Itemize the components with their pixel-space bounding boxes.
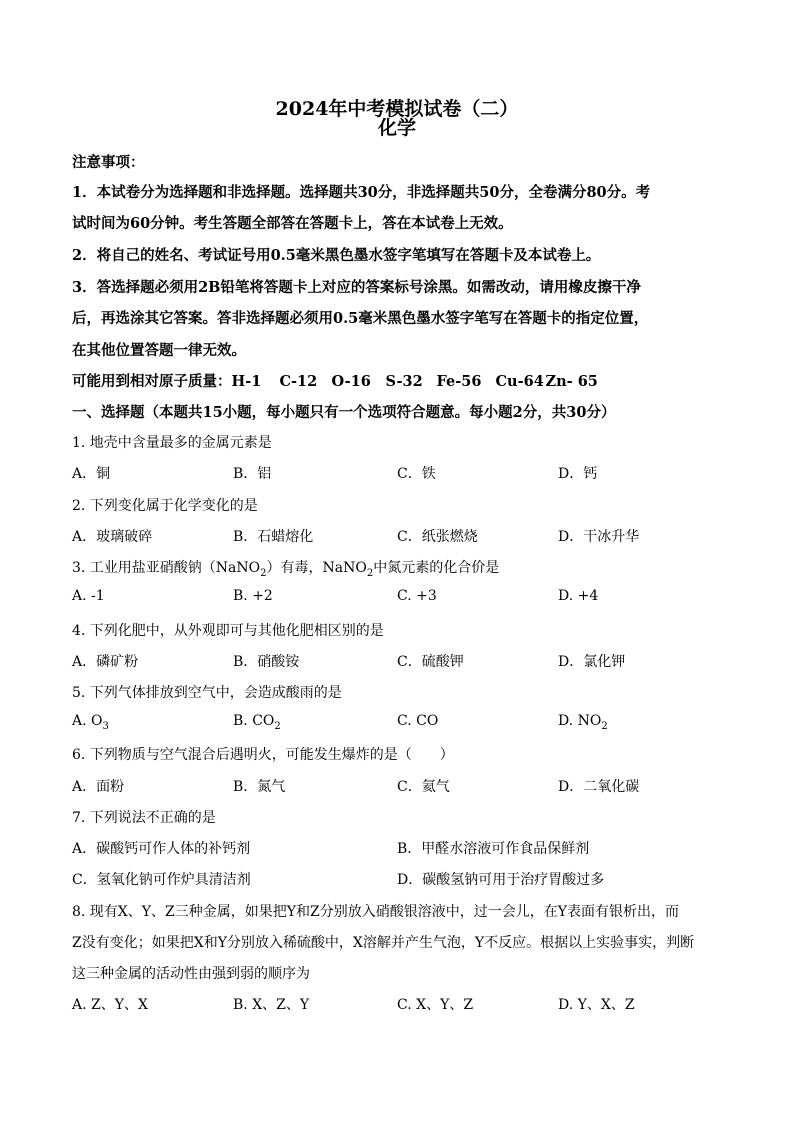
q2-option-a: A．玻璃破碎 [72,529,153,545]
q5-option-a-text: A. O [72,713,103,729]
atomic-mass: Zn- 65 [545,373,598,390]
notice-heading: 注意事项： [72,154,145,171]
question-8-stem-line-2: Z没有变化；如果把X和Y分别放入稀硫酸中，X溶解并产生气泡，Y不反应。根据以上实验事实，判断 [72,935,695,951]
q4-option-d: D．氯化钾 [558,654,626,670]
q3-option-a: A. -1 [72,588,105,604]
q1-option-b: B．铝 [233,466,272,482]
atomic-mass: Cu-64 [495,373,544,390]
question-5-stem: 5. 下列气体排放到空气中，会造成酸雨的是 [72,685,342,701]
atomic-masses-label: 可能用到相对原子质量： [72,373,232,390]
q3-subscript: 2 [366,567,374,579]
question-8-stem-line-3: 这三种金属的活动性由强到弱的顺序为 [72,966,310,982]
q2-option-b: B．石蜡熔化 [233,529,314,545]
question-8-stem-line-1: 8. 现有X、Y、Z三种金属，如果把Y和Z分别放入硝酸银溶液中，过一会儿，在Y表面有银析出，而 [72,904,679,920]
q6-option-a: A．面粉 [72,779,125,795]
notice-item-1-line-2: 试时间为60分钟。考生答题全部答在答题卡上，答在本试卷上无效。 [72,215,513,232]
atomic-mass: C-12 [279,373,318,390]
q3-subscript: 2 [260,567,267,579]
q2-option-c: C．纸张燃烧 [397,529,478,545]
notice-item-3-line-2: 后，再选涂其它答案。答非选择题必须用0.5毫米黑色墨水签字笔写在答题卡的指定位置， [72,310,649,327]
question-7-stem: 7. 下列说法不正确的是 [72,810,216,826]
q4-option-b: B．硝酸铵 [233,654,300,670]
q6-option-b: B．氮气 [233,779,286,795]
subject-title: 化学 [377,117,416,139]
question-1-stem: 1. 地壳中含量最多的金属元素是 [72,435,272,451]
notice-item-2: 2．将自己的姓名、考试证号用0.5毫米黑色墨水签字笔填写在答题卡及本试卷上。 [72,247,601,264]
q3-stem-part: 中氮元素的化合价是 [373,560,500,576]
q8-option-d: D. Y、X、Z [558,997,635,1013]
q5-option-c-text: C. CO [397,713,439,729]
q7-option-c: C．氢氧化钠可作炉具清洁剂 [72,872,251,888]
q4-option-c: C．硫酸钾 [397,654,464,670]
atomic-mass: O-16 [331,373,371,390]
question-3-stem [72,557,732,577]
q5-option-d [558,713,608,732]
q1-option-d: D．钙 [558,466,598,482]
q5-option-d-text: D. NO [558,713,602,729]
q8-option-a: A. Z、Y、X [72,997,148,1013]
q5-option-a-sub: 3 [102,720,109,732]
q5-option-b-sub: 2 [274,720,281,732]
q3-option-c: C. +3 [397,588,437,604]
notice-item-3-line-1: 3．答选择题必须用2B铅笔将答题卡上对应的答案标号涂黑。如需改动，请用橡皮擦干净 [72,279,641,296]
question-4-stem: 4. 下列化肥中，从外观即可与其他化肥相区别的是 [72,623,384,639]
notice-item-3-line-3: 在其他位置答题一律无效。 [72,342,246,359]
q2-option-d: D．干冰升华 [558,529,640,545]
q8-option-b: B. X、Z、Y [233,997,310,1013]
q5-option-a [72,713,109,732]
atomic-mass: S-32 [385,373,423,390]
q3-stem-part: 3. 工业用盐亚硝酸钠（NaNO [72,560,261,576]
atomic-mass: Fe-56 [436,373,482,390]
q6-option-d: D．二氧化碳 [558,779,640,795]
q7-option-b: B．甲醛水溶液可作食品保鲜剂 [397,841,590,857]
q3-option-b: B. +2 [233,588,273,604]
section-1-heading: 一、选择题（本题共15小题，每小题只有一个选项符合题意。每小题2分，共30分） [72,404,616,421]
q5-option-b-text: B. CO [233,713,275,729]
q7-option-a: A．碳酸钙可作人体的补钙剂 [72,841,251,857]
q7-option-d: D．碳酸氢钠可用于治疗胃酸过多 [397,872,605,888]
exam-title: 2024年中考模拟试卷（二） [275,98,519,120]
atomic-masses [72,370,732,391]
q1-option-a: A．铜 [72,466,111,482]
atomic-mass: H-1 [231,373,262,390]
q6-option-c: C．氦气 [397,779,450,795]
q4-option-a: A．磷矿粉 [72,654,139,670]
q5-option-c [397,713,438,729]
q5-option-d-sub: 2 [601,720,608,732]
q3-option-d: D. +4 [558,588,599,604]
question-2-stem: 2. 下列变化属于化学变化的是 [72,498,258,514]
q5-option-b [233,713,281,732]
q8-option-c: C. X、Y、Z [397,997,474,1013]
question-6-stem: 6. 下列物质与空气混合后遇明火，可能发生爆炸的是（ ） [72,747,454,763]
q1-option-c: C．铁 [397,466,436,482]
q3-stem-part: ）有毒，NaNO [266,560,367,576]
notice-item-1-line-1: 1．本试卷分为选择题和非选择题。选择题共30分，非选择题共50分，全卷满分80分。考 [72,184,651,201]
